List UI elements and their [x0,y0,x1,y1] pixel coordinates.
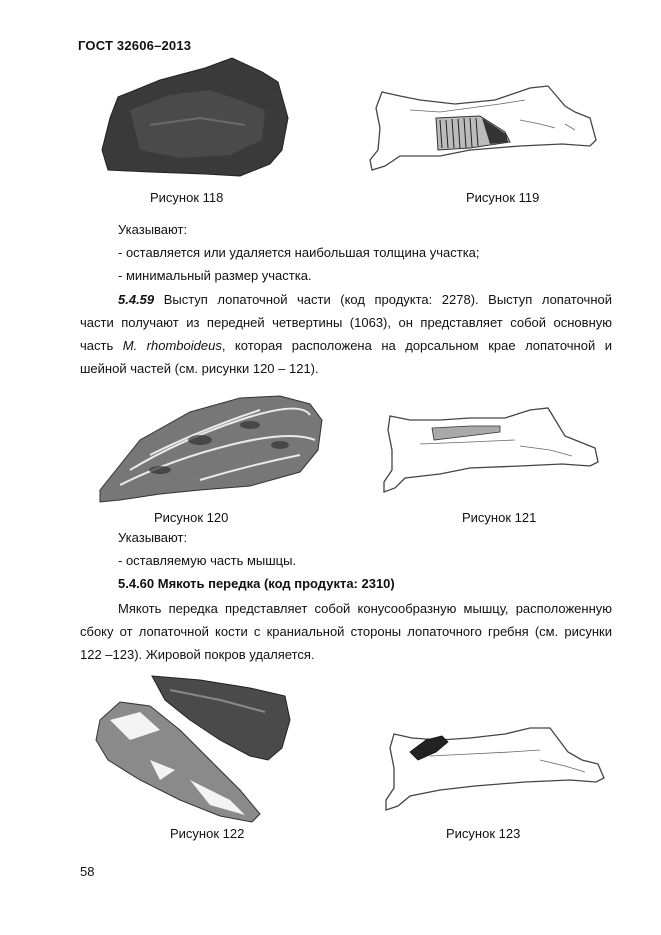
paragraph-line: сбоку от лопаточной кости с краниальной стороны лопаточного гребня (см. рисунки [80,624,612,639]
section-5459-first-line: 5.4.59 Выступ лопаточной части (код продукта: 2278). Выступ лопаточной [118,292,612,307]
list-item: - минимальный размер участка. [118,268,312,283]
paragraph-line: шейной частей (см. рисунки 120 – 121). [80,361,319,376]
caption-figure-118: Рисунок 118 [150,190,224,205]
paragraph-line: части получают из передней четвертины (1063), он представляет собой основную [80,315,612,330]
caption-figure-119: Рисунок 119 [466,190,540,205]
section-5460-title: 5.4.60 Мякоть передка (код продукта: 2310) [118,576,395,591]
document-header: ГОСТ 32606–2013 [78,38,192,53]
indicate-label: Указывают: [118,530,188,545]
caption-figure-123: Рисунок 123 [446,826,521,841]
section-number: 5.4.59 [118,292,155,307]
latin-term: M. rhomboideus [122,338,222,353]
caption-figure-121: Рисунок 121 [462,510,537,525]
paragraph-line: часть M. rhomboideus, которая расположена на дорсальном крае лопаточной и [80,338,612,353]
page-number: 58 [80,864,95,879]
indicate-label: Указывают: [118,222,188,237]
list-item: - оставляемую часть мышцы. [118,553,297,568]
list-item: - оставляется или удаляется наибольшая толщина участка; [118,245,480,260]
paragraph-line: Мякоть передка представляет собой конусообразную мышцу, расположенную [118,601,612,616]
caption-figure-122: Рисунок 122 [170,826,245,841]
caption-figure-120: Рисунок 120 [154,510,229,525]
paragraph-line: 122 –123). Жировой покров удаляется. [80,647,315,662]
